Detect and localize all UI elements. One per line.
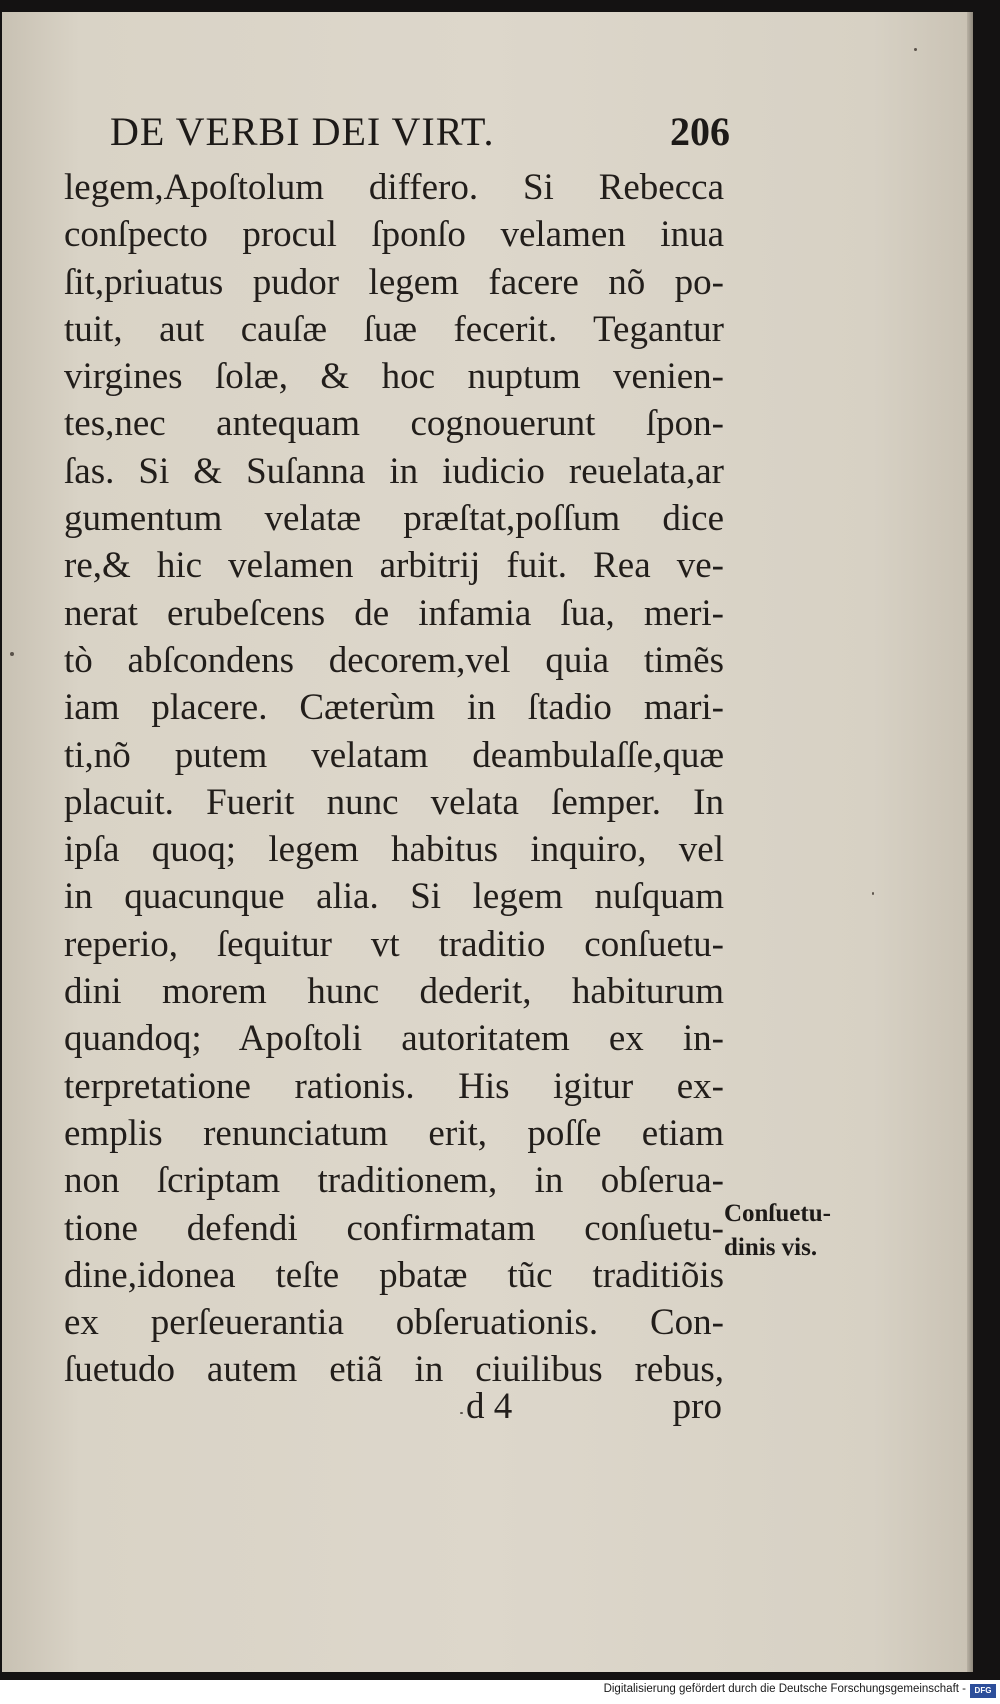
dfg-logo-icon: DFG	[970, 1684, 996, 1698]
text-line: ex perſeuerantia obſeruationis. Con-	[64, 1302, 724, 1344]
text-line: in quacunque alia. Si legem nuſquam	[64, 876, 724, 918]
text-line: iam placere. Cæterùm in ſtadio mari-	[64, 687, 724, 729]
text-line: ipſa quoq; legem habitus inquiro, vel	[64, 829, 724, 871]
marginal-note-line-1: Conſuetu-	[724, 1200, 831, 1227]
page-edge	[967, 12, 973, 1672]
signature-mark: d 4	[466, 1386, 513, 1427]
paper-speck	[460, 1412, 463, 1414]
text-line: non ſcriptam traditionem, in obſerua-	[64, 1160, 724, 1202]
body-text	[64, 164, 724, 1427]
text-line: virgines ſolæ, & hoc nuptum venien-	[64, 356, 724, 398]
text-line: nerat erubeſcens de infamia ſua, meri-	[64, 592, 724, 634]
text-line: ſas. Si & Suſanna in iudicio reuelata,ar	[64, 450, 724, 492]
catchword: pro	[672, 1386, 722, 1427]
text-line: dini morem hunc dederit, habiturum	[64, 971, 724, 1013]
text-line: conſpecto procul ſponſo velamen inua	[64, 214, 724, 256]
text-line: tes,nec antequam cognouerunt ſpon-	[64, 403, 724, 445]
book-page	[2, 12, 973, 1672]
text-line: tuit, aut cauſæ ſuæ fecerit. Tegantur	[64, 308, 724, 350]
text-line: re,& hic velamen arbitrij fuit. Rea ve-	[64, 545, 724, 587]
text-line: terpretatione rationis. His igitur ex-	[64, 1065, 724, 1107]
digitization-footer	[0, 1680, 1000, 1704]
running-title: DE VERBI DEI VIRT.	[110, 109, 495, 154]
text-line: gumentum velatæ præſtat,poſſum dice	[64, 498, 724, 540]
catchline	[64, 1382, 724, 1432]
marginal-note	[724, 1197, 884, 1265]
page-header	[110, 108, 730, 168]
text-line: reperio, ſequitur vt traditio conſuetu-	[64, 923, 724, 965]
text-line: emplis renunciatum erit, poſſe etiam	[64, 1112, 724, 1154]
paper-speck	[914, 48, 917, 51]
paper-speck	[10, 652, 14, 656]
text-line: dine,idonea teſte pbatæ tũc traditiõis	[64, 1254, 724, 1296]
paper-speck	[872, 892, 874, 895]
page-number: 206	[670, 109, 730, 154]
text-line: ſuetudo autem etiã in ciuilibus rebus,	[64, 1349, 724, 1391]
marginal-note-line-2: dinis vis.	[724, 1234, 818, 1261]
text-line: placuit. Fuerit nunc velata ſemper. In	[64, 781, 724, 823]
text-line: ſit,priuatus pudor legem facere nõ po-	[64, 261, 724, 303]
text-line: ti,nõ putem velatam deambulaſſe,quæ	[64, 734, 724, 776]
text-line: tò abſcondens decorem,vel quia timẽs	[64, 639, 724, 681]
footer-credit: Digitalisierung gefördert durch die Deutsche Forschungsgemeinschaft -	[603, 1683, 966, 1695]
text-line: legem,Apoſtolum differo. Si Rebecca	[64, 167, 724, 208]
text-line: quandoq; Apoſtoli autoritatem ex in-	[64, 1018, 724, 1060]
text-line: tione defendi confirmatam conſuetu-	[64, 1207, 724, 1249]
